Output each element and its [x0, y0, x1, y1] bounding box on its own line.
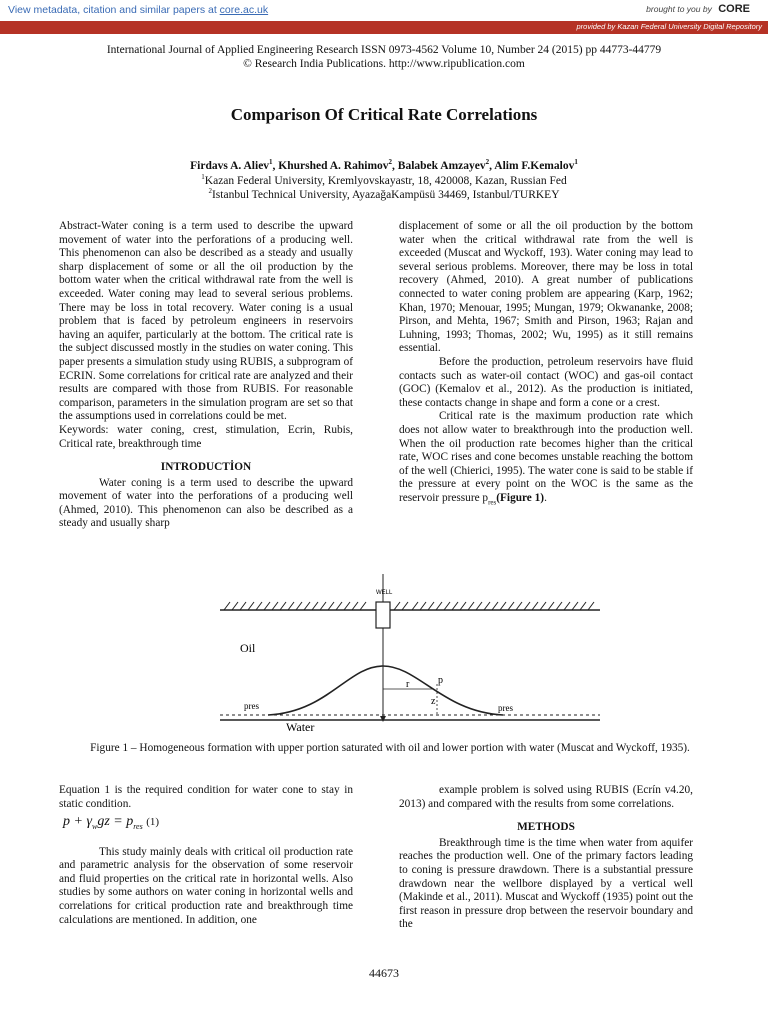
core-header-bar: [0, 0, 768, 22]
keywords: Keywords: water coning, crest, stimulation, Ecrin, Rubis, Critical rate, breakthrough time: [59, 423, 353, 450]
core-ac-uk-link[interactable]: core.ac.uk: [219, 4, 269, 16]
methods-heading: METHODS: [517, 821, 575, 834]
oil-label: Oil: [240, 641, 256, 655]
water-label: Water: [286, 720, 315, 734]
rubis-paragraph: example problem is solved using RUBIS (Ecrín v4.20, 2013) and compared with the results from some correlations.: [399, 784, 693, 810]
figure-1-reference[interactable]: (Figure 1): [496, 491, 545, 504]
affiliation-2: $^2$Istanbul Technical University, AyazağaKampüsü 34469, Istanbul/TURKEY: [208, 187, 560, 201]
water-cone-curve: [268, 666, 503, 715]
paragraph-displacement: displacement of some or all the oil production by the bottom water when the critical withdrawal rate from the well is exceeded (Muscat and Wyckoff, 193). Water coning may lead to several serious problems. Moreover, there may be loss in total recovery (Ahmed, 2010). A great number of publications connected to water coning problem are appearing (Karp, 1962; Khan, 1970; Menouar, 1995; Mungan, 1979; Okwananke, 2008; Pirson, and Mehta, 1967; Smith and Pirson, 1963; Rajan and Luhning, 1993; Thomas, 2002; Wu, 1995) as it still remains essential.: [399, 220, 693, 355]
r-label: r: [406, 679, 410, 690]
page-number: 44673: [369, 966, 399, 980]
repository-bar: [0, 21, 768, 34]
right-column-bottom: [399, 784, 693, 932]
methods-text: Breakthrough time is the time when water from aquifer reaches the production well. One of the primary factors leading to coning is pressure drawdown. There is a substantial pressure drawdown near the wellbore displayed by a vertical well (Makinde et al., 2011). Muscat and Wyckoff (1935) point out the first reason in pressure drop between the reservoir boundary and the: [399, 836, 693, 931]
well-label: WELL: [376, 590, 393, 596]
introduction-text: Water coning is a term used to describe the upward movement of water into the perforations of a producing well (Ahmed, 2010). This phenomenon can also be described as a steady and usually sharp: [59, 476, 353, 530]
paragraph-critical-rate: Critical rate is the maximum production rate which does not allow water to breakthrough into the production well. When the oil production rate becomes higher than the critical rate, WOC rises and cone becomes unstable reaching the bottom of the well (Chierici, 1995). The water cone is said to be stable if the pressure at every point on the WOC is the same as the reservoir pressure $p_{res}(Figure$ 1).: [399, 410, 693, 507]
left-column-top: [59, 220, 353, 531]
provided-by-text: provided by Kazan Federal University Digital Repository: [576, 22, 762, 31]
figure-caption: Figure 1 – Homogeneous formation with upper portion saturated with oil and lower portion with water (Muscat and Wyckoff, 1935).: [90, 742, 690, 754]
affiliation-1: $^1$Kazan Federal University, Kremlyovskayastr, 18, 420008, Kazan, Russian Fed: [201, 173, 567, 187]
study-paragraph: This study mainly deals with critical oil production rate and parametric analysis for the observation of some reservoir and fluid properties on the critical rate in horizontal wells. Also studies by some authors on water coning in horizontal wells and correlations for critical production rate and breakthrough time calculations are mentioned. In addition, one: [59, 845, 353, 926]
core-metadata-link-text: View metadata, citation and similar papers at core.ac.uk: [8, 4, 269, 16]
paragraph-fluid-contacts: Before the production, petroleum reservoirs have fluid contacts such as water-oil contact (WOC) and gas-oil contact (GOC) (Kemalov et al., 2012). As the production is initiated, these contacts change in shape and form a cone or a crest.: [399, 355, 693, 409]
equation-1: $p + \gamma_wgz = p_{res}$ (1): [63, 814, 160, 831]
core-brand: brought to you by CORE: [646, 3, 750, 15]
paper-title: Comparison Of Critical Rate Correlations: [230, 105, 538, 124]
core-logo[interactable]: CORE: [718, 3, 750, 15]
pres-right-label: pres: [498, 703, 513, 713]
abstract: Abstract-Water coning is a term used to describe the upward movement of water into the perforations of a producing well. This phenomenon can also be described as a steady and usually sharp displacement of some or all the oil production by the bottom water when the critical withdrawal rate from the well is exceeded. Water coning may lead to several serious problems. There may be loss in total recovery. Water coning is a usual problem that is faced by petroleum engineers in reservoirs having an aquifer, particularly at the bottom. The critical rate is the subject discussed mostly in the studies on water coning. This paper presents a simulation study using RUBIS, a subprogram of ECRIN. Some correlations for critical rate are analyzed and their results are compared with those from RUBIS. For reasonable comparison, parameters in the simulation program are set so that the assumptions used in correlations could be met.: [59, 220, 353, 423]
author-list: Firdavs A. Aliev$^1$, Khurshed A. Rahimov$^2$, Balabek Amzayev$^2$, Alim F.Kemalov$^1$: [190, 158, 578, 172]
equation-intro: Equation 1 is the required condition for water cone to stay in static condition.: [59, 784, 353, 810]
water-cone-figure: [218, 574, 602, 734]
pres-left-label: pres: [244, 701, 259, 711]
right-column-top: [399, 220, 693, 510]
wellbore: [376, 602, 390, 628]
left-column-bottom: [59, 784, 353, 927]
z-label: z: [431, 696, 436, 707]
p-label: p: [438, 675, 443, 686]
introduction-heading: INTRODUCTİON: [160, 461, 252, 474]
journal-header: International Journal of Applied Engineering Research ISSN 0973-4562 Volume 10, Number 24 (2015) pp 44773-44779 © Research India Publications. http://www.ripublication.com: [106, 44, 662, 70]
